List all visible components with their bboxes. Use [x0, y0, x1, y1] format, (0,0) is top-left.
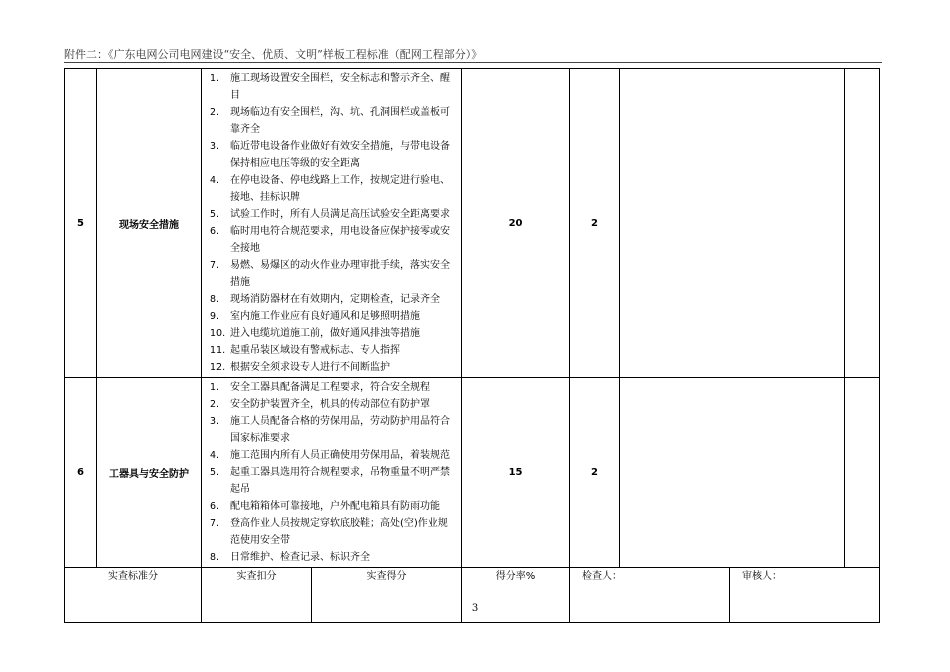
list-item: 3. 施工人员配备合格的劳保用品，劳动防护用品符合国家标准要求 [210, 416, 450, 444]
standard-score-label: 实查标准分 [108, 571, 158, 582]
list-item: 2. 安全防护装置齐全，机具的传动部位有防护罩 [210, 399, 430, 410]
extra-cell [845, 378, 880, 568]
inspection-table [64, 68, 880, 623]
remarks-cell [620, 378, 845, 568]
criteria-list [202, 69, 462, 378]
rate-label-cell [462, 568, 570, 623]
list-item: 4. 施工范围内所有人员正确使用劳保用品，着装规范 [210, 450, 450, 461]
item-name: 工器具与安全防护 [97, 378, 202, 568]
list-item: 9. 室内施工作业应有良好通风和足够照明措施 [210, 311, 420, 322]
list-item: 8. 日常维护、检查记录、标识齐全 [210, 552, 370, 563]
list-item: 8. 现场消防器材在有效期内，定期检查，记录齐全 [210, 294, 440, 305]
deduct-score: 2 [570, 69, 620, 378]
deduct-score: 2 [570, 378, 620, 568]
list-item: 7. 易燃、易爆区的动火作业办理审批手续，落实安全措施 [210, 260, 450, 288]
row-number: 5 [65, 69, 97, 378]
item-name: 现场安全措施 [97, 69, 202, 378]
header-rule [64, 62, 882, 63]
list-item: 11. 起重吊装区域设有警戒标志、专人指挥 [210, 345, 400, 356]
list-item: 1. 施工现场设置安全围栏，安全标志和警示齐全、醒目 [210, 73, 450, 101]
list-item: 6. 配电箱箱体可靠接地，户外配电箱具有防雨功能 [210, 501, 440, 512]
deduct-label-cell [202, 568, 312, 623]
extra-cell [845, 69, 880, 378]
criteria-list [202, 378, 462, 568]
list-item: 5. 起重工器具选用符合规程要求，吊物重量不明严禁起吊 [210, 467, 450, 495]
score-label-cell [312, 568, 462, 623]
row-number: 6 [65, 378, 97, 568]
reviewer-cell [730, 568, 880, 623]
list-item: 2. 现场临边有安全围栏，沟、坑、孔洞围栏或盖板可靠齐全 [210, 107, 450, 135]
standard-score: 20 [462, 69, 570, 378]
table-row-5 [65, 69, 880, 378]
document-header: 附件二：《广东电网公司电网建设“安全、优质、文明”样板工程标准（配网工程部分）》 [64, 48, 483, 61]
list-item: 7. 登高作业人员按规定穿软底胶鞋；高处(空)作业规范使用安全带 [210, 518, 448, 546]
list-item: 6. 临时用电符合规范要求，用电设备应保护接零或安全接地 [210, 226, 450, 254]
list-item: 3. 临近带电设备作业做好有效安全措施，与带电设备保持相应电压等级的安全距离 [210, 141, 450, 169]
page-number: 3 [471, 603, 479, 614]
list-item: 5. 试验工作时，所有人员满足高压试验安全距离要求 [210, 209, 450, 220]
rate-label: 得分率% [495, 571, 536, 582]
reviewer-label: 审核人： [742, 571, 783, 582]
standard-score: 15 [462, 378, 570, 568]
summary-row [65, 568, 880, 623]
standard-score-label-cell [65, 568, 202, 623]
inspector-label: 检查人： [582, 571, 623, 582]
deduct-label: 实查扣分 [236, 571, 277, 582]
list-item: 1. 安全工器具配备满足工程要求，符合安全规程 [210, 382, 430, 393]
list-item: 12. 根据安全须求设专人进行不间断监护 [210, 362, 390, 373]
table-row-6 [65, 378, 880, 568]
score-label: 实查得分 [366, 571, 407, 582]
list-item: 10. 进入电缆坑道施工前，做好通风排浊等措施 [210, 328, 420, 339]
remarks-cell [620, 69, 845, 378]
list-item: 4. 在停电设备、停电线路上工作，按规定进行验电、接地、挂标识牌 [210, 175, 450, 203]
inspector-cell [570, 568, 730, 623]
